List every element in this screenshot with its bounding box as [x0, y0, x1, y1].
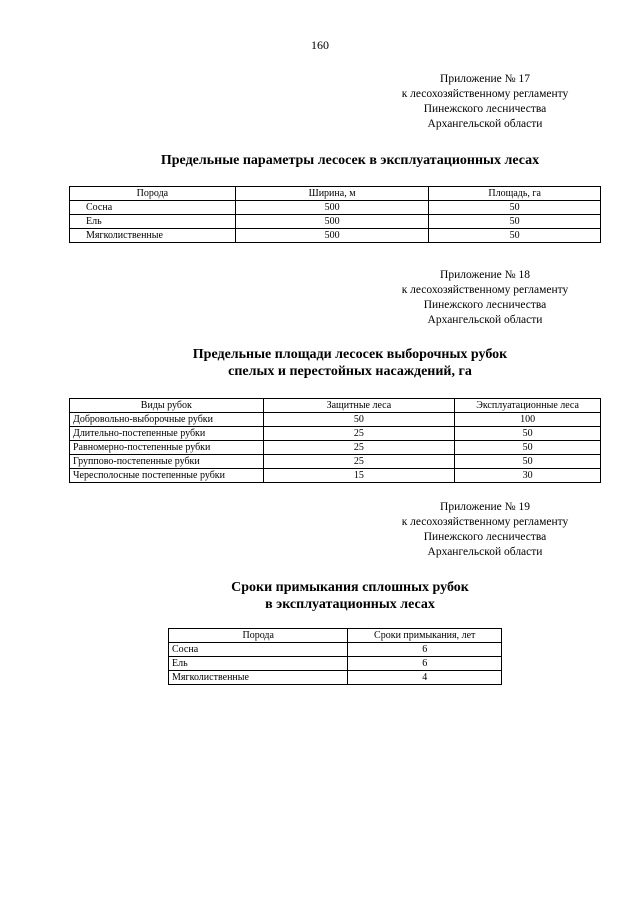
appendix-line: к лесохозяйственному регламенту [401, 284, 569, 296]
column-header: Ширина, м [235, 187, 429, 201]
table-row [70, 441, 601, 455]
logging-parameters-table [69, 186, 601, 243]
table-cell: Добровольно-выборочные рубки [70, 413, 264, 427]
adjacency-period-table [168, 628, 502, 685]
table-cell: 4 [348, 671, 502, 685]
appendix-line: Приложение № 17 [440, 73, 530, 85]
section2-title [0, 346, 640, 380]
appendix-17-header [370, 72, 600, 132]
table-cell: 50 [455, 441, 601, 455]
table-row [169, 671, 502, 685]
table-cell: Сосна [70, 201, 236, 215]
appendix-line: Приложение № 18 [440, 269, 530, 281]
table-cell: 500 [235, 201, 429, 215]
table-cell: Мягколиственные [70, 229, 236, 243]
appendix-line: Пинежского лесничества [423, 531, 547, 543]
table-cell: 100 [455, 413, 601, 427]
section3-title-line: Сроки примыкания сплошных рубок [231, 580, 469, 595]
table-cell: 15 [263, 469, 455, 483]
column-header: Площадь, га [429, 187, 601, 201]
table-row [70, 469, 601, 483]
table-header-row [70, 399, 601, 413]
table-cell: 30 [455, 469, 601, 483]
column-header: Сроки примыкания, лет [348, 629, 502, 643]
table-cell: 500 [235, 215, 429, 229]
column-header: Порода [169, 629, 348, 643]
table-cell: 500 [235, 229, 429, 243]
appendix-19-header [370, 500, 600, 560]
table-row [169, 657, 502, 671]
section3-title-line: в эксплуатационных лесах [265, 597, 435, 612]
section2-title-line: Предельные площади лесосек выборочных рубок [192, 347, 508, 362]
appendix-line: Пинежского лесничества [423, 299, 547, 311]
table-cell: Ель [70, 215, 236, 229]
table-row [70, 455, 601, 469]
appendix-18-header [370, 268, 600, 328]
table-cell: 50 [429, 201, 601, 215]
table-header-row [70, 187, 601, 201]
column-header: Защитные леса [263, 399, 455, 413]
table-cell: Чересполосные постепенные рубки [70, 469, 264, 483]
appendix-line: к лесохозяйственному регламенту [401, 516, 569, 528]
table-cell: 50 [455, 427, 601, 441]
selective-felling-table [69, 398, 601, 483]
section2-title-line: спелых и перестойных насаждений, га [228, 364, 472, 379]
table-row [70, 215, 601, 229]
table-cell: Сосна [169, 643, 348, 657]
appendix-line: к лесохозяйственному регламенту [401, 88, 569, 100]
table-row [70, 201, 601, 215]
table-cell: Ель [169, 657, 348, 671]
column-header: Виды рубок [70, 399, 264, 413]
table-cell: 6 [348, 643, 502, 657]
appendix-line: Архангельской области [427, 314, 543, 326]
table-row [169, 643, 502, 657]
table-cell: Равномерно-постепенные рубки [70, 441, 264, 455]
table-cell: 50 [455, 455, 601, 469]
table-cell: 6 [348, 657, 502, 671]
table-cell: Длительно-постепенные рубки [70, 427, 264, 441]
table-cell: 25 [263, 441, 455, 455]
table-cell: Мягколиственные [169, 671, 348, 685]
table-cell: 50 [429, 215, 601, 229]
table-row [70, 413, 601, 427]
appendix-line: Приложение № 19 [440, 501, 530, 513]
table-header-row [169, 629, 502, 643]
column-header: Эксплуатационные леса [455, 399, 601, 413]
section3-title [0, 579, 640, 613]
table-cell: 25 [263, 427, 455, 441]
table-row [70, 427, 601, 441]
table-cell: 50 [263, 413, 455, 427]
appendix-line: Пинежского лесничества [423, 103, 547, 115]
table-cell: 25 [263, 455, 455, 469]
section1-title: Предельные параметры лесосек в эксплуатационных лесах [160, 153, 540, 168]
appendix-line: Архангельской области [427, 118, 543, 130]
appendix-line: Архангельской области [427, 546, 543, 558]
table-cell: 50 [429, 229, 601, 243]
page-number: 160 [311, 38, 329, 52]
table-row [70, 229, 601, 243]
table-cell: Группово-постепенные рубки [70, 455, 264, 469]
column-header: Порода [70, 187, 236, 201]
